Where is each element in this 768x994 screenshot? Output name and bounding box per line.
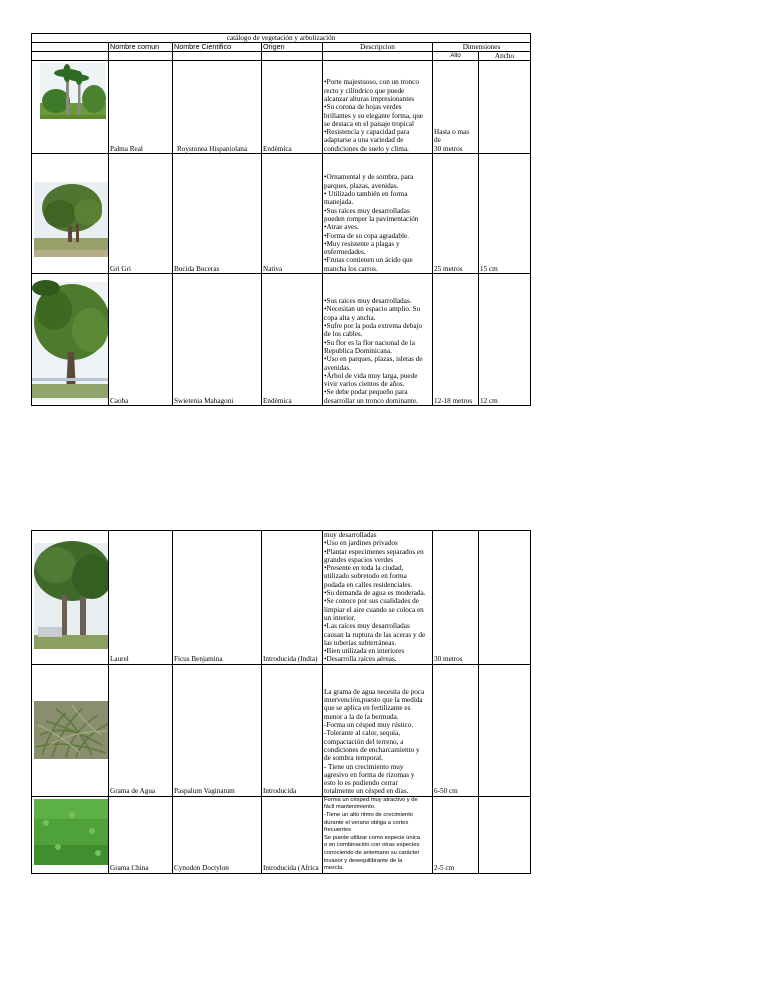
width bbox=[479, 796, 531, 873]
height: Hasta o mas de 30 metros bbox=[433, 61, 479, 154]
catalog-table-page-2 bbox=[31, 530, 531, 874]
origin: Nativa bbox=[262, 154, 323, 274]
header-common-name: Nombre comun bbox=[109, 43, 173, 52]
origin: Endémica bbox=[262, 61, 323, 154]
description: Forma un césped muy atractivo y de fácil mantenimiento. -Tiene un alto ritmo de crecimiento durante el verano obliga a cortes frecuentes Se puede utilizar como especie única o en combinación con otras especies conociendo de antemano su carácter invasor y desequilibrante de la mezcla. bbox=[323, 796, 433, 873]
width: 15 cm bbox=[479, 154, 531, 274]
origin: Endémica bbox=[262, 274, 323, 406]
scientific-name: Cynodon Doctylon bbox=[173, 796, 262, 873]
table-row-laurel bbox=[32, 531, 531, 665]
common-name: Grama China bbox=[109, 796, 173, 873]
table-row-grama-china bbox=[32, 796, 531, 873]
table-row-gri-gri bbox=[32, 154, 531, 274]
description: •Porte majestuoso, con un tronco recto y cilíndrico que puede alcanzar alturas impresionantes •Su corona de hojas verdes brillantes y su elegante forma, que se destaca en el paisaje tropical •Resistencia y capacidad para adaptarse a una variedad de condiciones de suelo y clima. bbox=[323, 61, 433, 154]
catalog-table-page-1 bbox=[31, 33, 531, 406]
scientific-name: Ficus Benjamina bbox=[173, 531, 262, 665]
common-name: Laurel bbox=[109, 531, 173, 665]
height: 12-18 metros bbox=[433, 274, 479, 406]
scientific-name: Paspalum Vaginatum bbox=[173, 664, 262, 796]
gri-gri-tree-photo bbox=[32, 154, 109, 274]
scientific-name: Bucida Buceras bbox=[173, 154, 262, 274]
caoba-tree-photo bbox=[32, 274, 109, 406]
width bbox=[479, 61, 531, 154]
header-height: Alto bbox=[433, 52, 479, 61]
table-row-caoba bbox=[32, 274, 531, 406]
description: •Ornamental y de sombra, para parques, plazas, avenidas. • Utilizado también en forma manejada. •Sus raíces muy desarrolladas pueden romper la pavimentación •Atrae aves. •Forma de su copa agradable. •Muy resistente a plagas y enfermedades. •Frutas contienen un ácido que mancha los carros. bbox=[323, 154, 433, 274]
description: muy desarrolladas •Uso en jardines privados •Plantar especimenes separados en grandes espacios verdes •Presente en toda la ciudad, utilizado sobretodo en forma podada en calles residenciales. •Su demanda de agua es moderada. •Se conoce por sus cualidades de limpiar el aire cuando se coloca en un interior. •Las raíces muy desarrolladas causan la ruptura de las aceras y de las tuberías subterráneas. •Bien utilizada en interiores •Desarrolla raíces aéreas. bbox=[323, 531, 433, 665]
width bbox=[479, 664, 531, 796]
width: 12 cm bbox=[479, 274, 531, 406]
royal-palm-photo bbox=[32, 61, 109, 154]
origin: Introducida bbox=[262, 664, 323, 796]
height: 30 metros bbox=[433, 531, 479, 665]
header-image bbox=[32, 43, 109, 52]
scientific-name: Swietenia Mahagoni bbox=[173, 274, 262, 406]
grama-china-lawn-photo bbox=[32, 796, 109, 873]
origin: Introducida (Africa bbox=[262, 796, 323, 873]
common-name: Palma Real bbox=[109, 61, 173, 154]
table-row-grama-de-agua bbox=[32, 664, 531, 796]
height: 2-5 cm bbox=[433, 796, 479, 873]
scientific-name: Roystonea Hispaniolana bbox=[173, 61, 262, 154]
origin: Introducida (India) bbox=[262, 531, 323, 665]
description: La grama de agua necesita de poca intervención,puesto que la medida que se aplica en fertilizante es menor a la de la bermuda. -Forma un césped muy rústico. -Tolerante al calor, sequía, compactación del terreno, a condiciones de encharcamiento y de sombra temporal. - Tiene un crecimiento muy agresivo en forma de rizomas y esto lo es pudiendo cerrar totalmente un césped en días. bbox=[323, 664, 433, 796]
height: 25 metros bbox=[433, 154, 479, 274]
height: 6-50 cm bbox=[433, 664, 479, 796]
common-name: Gri Gri bbox=[109, 154, 173, 274]
common-name: Caoba bbox=[109, 274, 173, 406]
header-width: Ancho bbox=[479, 52, 531, 61]
laurel-tree-photo bbox=[32, 531, 109, 665]
header-origin: Origen bbox=[262, 43, 323, 52]
width bbox=[479, 531, 531, 665]
grama-de-agua-grass-photo bbox=[32, 664, 109, 796]
table-row-palma-real bbox=[32, 61, 531, 154]
header-scientific-name: Nombre Cientifico bbox=[173, 43, 262, 52]
header-description: Descripcion bbox=[323, 43, 433, 52]
catalog-title: catálogo de vegetación y arbolización bbox=[32, 34, 531, 43]
header-dimensions: Dimensiones bbox=[433, 43, 531, 52]
description: •Sus raíces muy desarrolladas. •Necesitan un espacio amplio. Su copa alta y ancha. •Sufre por la poda extrema debajo de los cables. •Su flor es la flor nacional de la Republica Dominicana. •Uso en parques, plazas, isletas de avenidas. •Árbol de vida muy larga, puede vivir varios cientos de años. •Se debe podar pequeño para desarrollar un tronco dominante. bbox=[323, 274, 433, 406]
common-name: Grama de Agua bbox=[109, 664, 173, 796]
